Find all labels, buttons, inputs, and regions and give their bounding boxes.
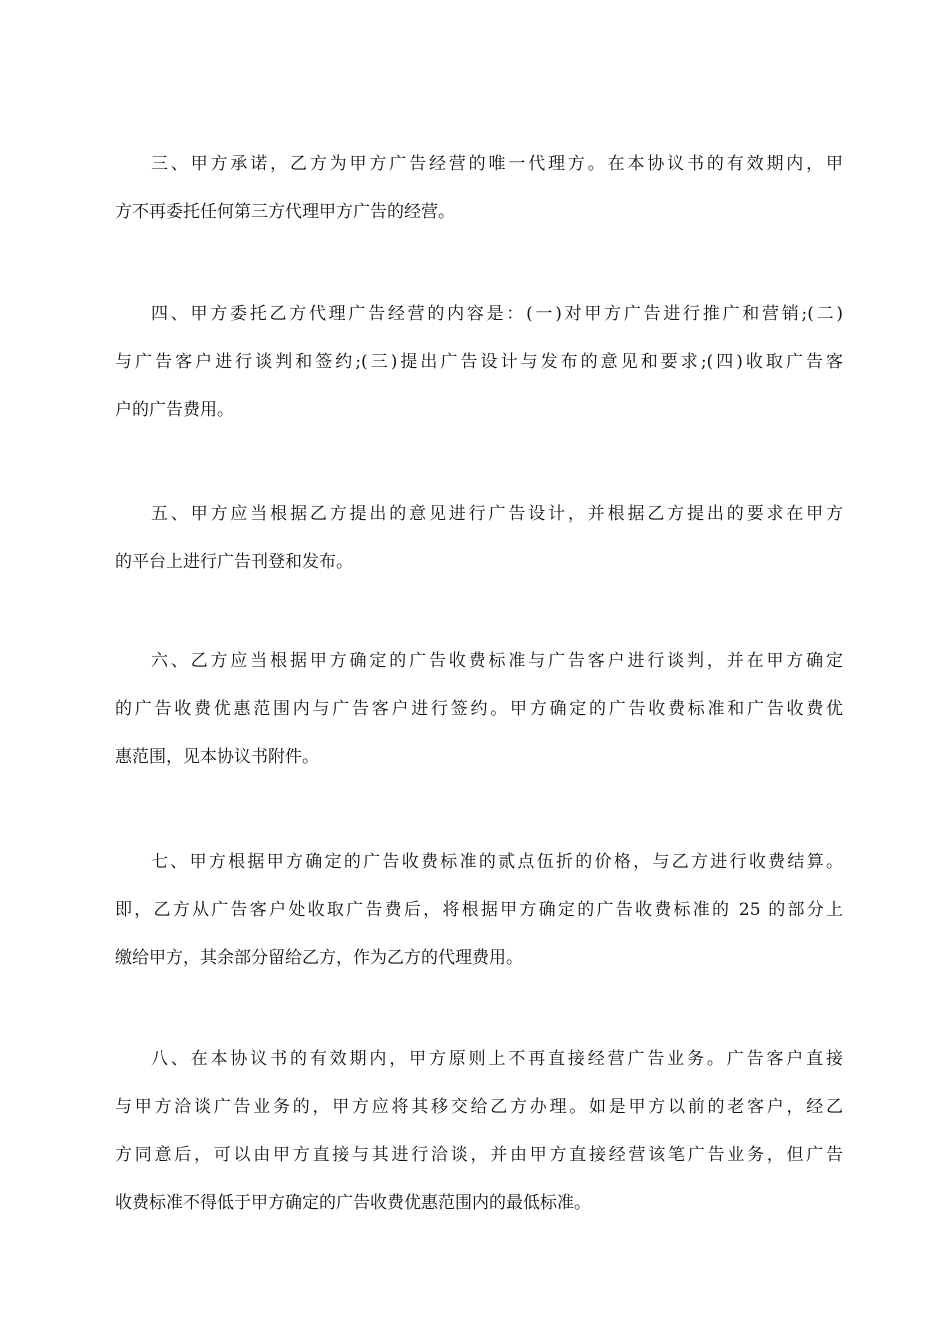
- clause-3-line-1: 三、甲方承诺，乙方为甲方广告经营的唯一代理方。在本协议书的有效期内，甲: [151, 154, 843, 174]
- clause-6: [115, 637, 843, 781]
- clause-7-line-2: 即，乙方从广告客户处收取广告费后，将根据甲方确定的广告收费标准的 25 的部分上: [115, 900, 843, 920]
- clause-8-line-4: 收费标准不得低于甲方确定的广告收费优惠范围内的最低标准。: [115, 1193, 591, 1213]
- clause-7-line-1: 七、甲方根据甲方确定的广告收费标准的贰点伍折的价格，与乙方进行收费结算。: [151, 852, 843, 872]
- clause-7: [115, 838, 843, 982]
- clause-8: [115, 1035, 843, 1227]
- clause-5: [115, 490, 843, 586]
- clause-8-line-2: 与甲方洽谈广告业务的，甲方应将其移交给乙方办理。如是甲方以前的老客户，经乙: [115, 1097, 843, 1117]
- clause-5-line-1: 五、甲方应当根据乙方提出的意见进行广告设计，并根据乙方提出的要求在甲方: [151, 504, 843, 524]
- clause-6-line-3: 惠范围，见本协议书附件。: [115, 747, 319, 767]
- clause-3-line-2: 方不再委托任何第三方代理甲方广告的经营。: [115, 202, 455, 222]
- clause-4: [115, 290, 843, 434]
- clause-4-line-1: 四、甲方委托乙方代理广告经营的内容是：(一)对甲方广告进行推广和营销;(二): [151, 304, 843, 324]
- clause-3: [115, 140, 843, 236]
- clause-4-line-2: 与广告客户进行谈判和签约;(三)提出广告设计与发布的意见和要求;(四)收取广告客: [115, 352, 843, 372]
- clause-6-line-1: 六、乙方应当根据甲方确定的广告收费标准与广告客户进行谈判，并在甲方确定: [151, 651, 843, 671]
- clause-7-line-3: 缴给甲方，其余部分留给乙方，作为乙方的代理费用。: [115, 948, 523, 968]
- clause-4-line-3: 户的广告费用。: [115, 400, 234, 420]
- clause-5-line-2: 的平台上进行广告刊登和发布。: [115, 552, 353, 572]
- clause-8-line-1: 八、在本协议书的有效期内，甲方原则上不再直接经营广告业务。广告客户直接: [151, 1049, 843, 1069]
- clause-8-line-3: 方同意后，可以由甲方直接与其进行洽谈，并由甲方直接经营该笔广告业务，但广告: [115, 1145, 843, 1165]
- clause-6-line-2: 的广告收费优惠范围内与广告客户进行签约。甲方确定的广告收费标准和广告收费优: [115, 699, 843, 719]
